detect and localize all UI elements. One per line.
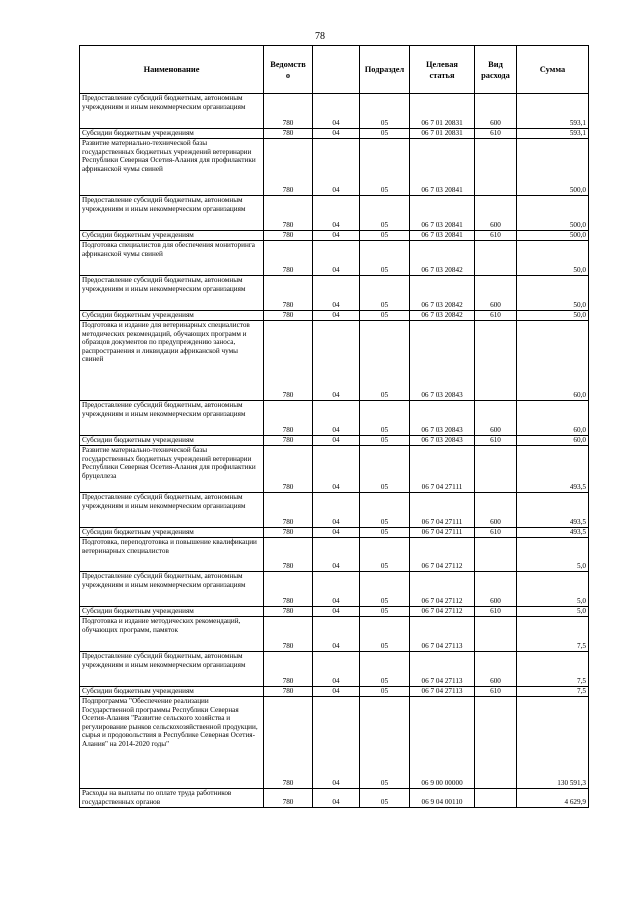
row-sum: 500,0 [517, 139, 589, 196]
row-name: Субсидии бюджетным учреждениям [80, 129, 264, 139]
row-expense-type: 600 [475, 276, 517, 311]
row-target-item: 06 7 03 20841 [410, 139, 475, 196]
row-section: 04 [313, 321, 360, 401]
row-subsection: 05 [360, 436, 410, 446]
row-name: Субсидии бюджетным учреждениям [80, 436, 264, 446]
table-row [80, 321, 589, 401]
row-section: 04 [313, 401, 360, 436]
row-section: 04 [313, 493, 360, 528]
row-sum: 493,5 [517, 446, 589, 493]
row-expense-type: 600 [475, 572, 517, 607]
row-expense-type: 600 [475, 196, 517, 231]
row-section: 04 [313, 528, 360, 538]
table-row [80, 687, 589, 697]
row-name: Субсидии бюджетным учреждениям [80, 311, 264, 321]
row-sum: 50,0 [517, 241, 589, 276]
row-expense-type: 610 [475, 231, 517, 241]
row-name: Подготовка специалистов для обеспечения мониторинга африканской чумы свиней [80, 241, 264, 276]
row-sum: 493,5 [517, 528, 589, 538]
row-sum: 5,0 [517, 607, 589, 617]
row-subsection: 05 [360, 617, 410, 652]
row-expense-type: 600 [475, 652, 517, 687]
row-department: 780 [264, 493, 313, 528]
row-sum: 5,0 [517, 538, 589, 572]
row-target-item: 06 7 03 20842 [410, 276, 475, 311]
row-target-item: 06 7 03 20842 [410, 311, 475, 321]
row-subsection: 05 [360, 607, 410, 617]
table-row [80, 401, 589, 436]
row-target-item: 06 7 03 20843 [410, 401, 475, 436]
row-subsection: 05 [360, 321, 410, 401]
row-target-item: 06 7 01 20831 [410, 129, 475, 139]
row-name: Предоставление субсидий бюджетным, автономным учреждениям и иным некоммерческим организациям [80, 652, 264, 687]
row-target-item: 06 9 00 00000 [410, 697, 475, 789]
row-department: 780 [264, 241, 313, 276]
row-name: Предоставление субсидий бюджетным, автономным учреждениям и иным некоммерческим организациям [80, 276, 264, 311]
table-row [80, 139, 589, 196]
row-sum: 60,0 [517, 436, 589, 446]
row-subsection: 05 [360, 276, 410, 311]
row-section: 04 [313, 789, 360, 808]
row-subsection: 05 [360, 687, 410, 697]
row-expense-type [475, 241, 517, 276]
row-expense-type [475, 321, 517, 401]
row-target-item: 06 7 04 27113 [410, 652, 475, 687]
row-sum: 60,0 [517, 321, 589, 401]
table-row [80, 241, 589, 276]
row-department: 780 [264, 401, 313, 436]
header-section [313, 46, 360, 94]
table-row [80, 697, 589, 789]
row-department: 780 [264, 697, 313, 789]
row-section: 04 [313, 607, 360, 617]
row-section: 04 [313, 276, 360, 311]
header-name: Наименование [80, 46, 264, 94]
row-department: 780 [264, 321, 313, 401]
row-sum: 500,0 [517, 196, 589, 231]
table-row [80, 196, 589, 231]
row-target-item: 06 7 03 20842 [410, 241, 475, 276]
row-section: 04 [313, 311, 360, 321]
row-subsection: 05 [360, 94, 410, 129]
row-expense-type [475, 697, 517, 789]
row-department: 780 [264, 94, 313, 129]
row-subsection: 05 [360, 401, 410, 436]
row-department: 780 [264, 687, 313, 697]
row-department: 780 [264, 789, 313, 808]
row-section: 04 [313, 241, 360, 276]
row-target-item: 06 7 03 20843 [410, 436, 475, 446]
row-subsection: 05 [360, 139, 410, 196]
row-department: 780 [264, 129, 313, 139]
row-sum: 50,0 [517, 311, 589, 321]
table-row [80, 276, 589, 311]
row-sum: 593,1 [517, 129, 589, 139]
row-section: 04 [313, 436, 360, 446]
row-target-item: 06 7 03 20841 [410, 231, 475, 241]
row-section: 04 [313, 139, 360, 196]
row-target-item: 06 7 04 27111 [410, 446, 475, 493]
table-row [80, 572, 589, 607]
row-name: Субсидии бюджетным учреждениям [80, 607, 264, 617]
row-target-item: 06 7 04 27112 [410, 607, 475, 617]
row-name: Предоставление субсидий бюджетным, автономным учреждениям и иным некоммерческим организациям [80, 196, 264, 231]
row-target-item: 06 7 01 20831 [410, 94, 475, 129]
row-section: 04 [313, 652, 360, 687]
row-name: Развитие материально-технической базы государственных бюджетных учреждений ветеринарии Республики Северная Осетия-Алания для профилактики африканской чумы свиней [80, 139, 264, 196]
row-name: Предоставление субсидий бюджетным, автономным учреждениям и иным некоммерческим организациям [80, 572, 264, 607]
row-subsection: 05 [360, 446, 410, 493]
header-department: Ведомств о [264, 46, 313, 94]
table-row [80, 528, 589, 538]
table-row [80, 493, 589, 528]
row-sum: 593,1 [517, 94, 589, 129]
row-sum: 7,5 [517, 617, 589, 652]
row-section: 04 [313, 231, 360, 241]
row-target-item: 06 7 04 27113 [410, 687, 475, 697]
row-name: Субсидии бюджетным учреждениям [80, 687, 264, 697]
row-sum: 500,0 [517, 231, 589, 241]
row-subsection: 05 [360, 789, 410, 808]
table-row [80, 311, 589, 321]
row-name: Предоставление субсидий бюджетным, автономным учреждениям и иным некоммерческим организациям [80, 493, 264, 528]
header-subsection: Подраздел [360, 46, 410, 94]
row-department: 780 [264, 231, 313, 241]
row-subsection: 05 [360, 231, 410, 241]
table-header-row [80, 46, 589, 94]
row-sum: 130 591,3 [517, 697, 589, 789]
row-target-item: 06 9 04 00110 [410, 789, 475, 808]
row-expense-type [475, 538, 517, 572]
row-sum: 7,5 [517, 652, 589, 687]
row-expense-type [475, 617, 517, 652]
row-subsection: 05 [360, 528, 410, 538]
row-sum: 493,5 [517, 493, 589, 528]
row-subsection: 05 [360, 572, 410, 607]
row-expense-type: 600 [475, 94, 517, 129]
row-section: 04 [313, 94, 360, 129]
header-expense-type: Вид расхода [475, 46, 517, 94]
row-subsection: 05 [360, 493, 410, 528]
table-row [80, 436, 589, 446]
table-row [80, 607, 589, 617]
budget-table [79, 45, 589, 808]
row-name: Расходы на выплаты по оплате труда работников государственных органов [80, 789, 264, 808]
row-sum: 4 629,9 [517, 789, 589, 808]
row-target-item: 06 7 04 27113 [410, 617, 475, 652]
page-number: 78 [315, 31, 325, 42]
row-expense-type: 600 [475, 401, 517, 436]
row-subsection: 05 [360, 697, 410, 789]
row-department: 780 [264, 436, 313, 446]
row-name: Субсидии бюджетным учреждениям [80, 231, 264, 241]
row-target-item: 06 7 03 20841 [410, 196, 475, 231]
row-target-item: 06 7 04 27112 [410, 538, 475, 572]
row-section: 04 [313, 617, 360, 652]
table-row [80, 617, 589, 652]
row-section: 04 [313, 196, 360, 231]
row-department: 780 [264, 196, 313, 231]
row-expense-type: 610 [475, 129, 517, 139]
row-expense-type: 610 [475, 311, 517, 321]
row-expense-type: 600 [475, 493, 517, 528]
row-subsection: 05 [360, 652, 410, 687]
table-row [80, 94, 589, 129]
row-section: 04 [313, 446, 360, 493]
table-row [80, 789, 589, 808]
row-expense-type: 610 [475, 528, 517, 538]
row-sum: 5,0 [517, 572, 589, 607]
row-name: Развитие материально-технической базы государственных бюджетных учреждений ветеринарии Республики Северная Осетия-Алания для профилактики бруцеллеза [80, 446, 264, 493]
table-body [80, 94, 589, 808]
row-target-item: 06 7 03 20843 [410, 321, 475, 401]
row-expense-type [475, 139, 517, 196]
row-name: Подготовка и издание методических рекомендаций, обучающих программ, памяток [80, 617, 264, 652]
row-name: Подготовка, переподготовка и повышение квалификации ветеринарных специалистов [80, 538, 264, 572]
row-subsection: 05 [360, 196, 410, 231]
row-department: 780 [264, 528, 313, 538]
row-subsection: 05 [360, 538, 410, 572]
table-row [80, 538, 589, 572]
row-subsection: 05 [360, 311, 410, 321]
header-target-item: Целевая статья [410, 46, 475, 94]
row-name: Субсидии бюджетным учреждениям [80, 528, 264, 538]
row-department: 780 [264, 617, 313, 652]
row-name: Предоставление субсидий бюджетным, автономным учреждениям и иным некоммерческим организациям [80, 401, 264, 436]
row-sum: 7,5 [517, 687, 589, 697]
row-section: 04 [313, 697, 360, 789]
row-expense-type [475, 789, 517, 808]
row-name: Предоставление субсидий бюджетным, автономным учреждениям и иным некоммерческим организациям [80, 94, 264, 129]
row-expense-type: 610 [475, 687, 517, 697]
row-sum: 60,0 [517, 401, 589, 436]
row-department: 780 [264, 538, 313, 572]
header-sum: Сумма [517, 46, 589, 94]
row-subsection: 05 [360, 129, 410, 139]
row-expense-type: 610 [475, 607, 517, 617]
row-department: 780 [264, 652, 313, 687]
table-row [80, 231, 589, 241]
row-section: 04 [313, 687, 360, 697]
row-section: 04 [313, 129, 360, 139]
row-department: 780 [264, 139, 313, 196]
row-department: 780 [264, 276, 313, 311]
row-name: Подготовка и издание для ветеринарных специалистов методических рекомендаций, обучающих программ и образцов документов по предупреждению заноса, распространения и ликвидации африканской чумы свиней [80, 321, 264, 401]
row-section: 04 [313, 572, 360, 607]
row-target-item: 06 7 04 27111 [410, 528, 475, 538]
row-expense-type [475, 446, 517, 493]
row-expense-type: 610 [475, 436, 517, 446]
row-department: 780 [264, 311, 313, 321]
row-target-item: 06 7 04 27112 [410, 572, 475, 607]
row-name: Подпрограмма "Обеспечение реализации Государственной программы Республики Северная Осетия-Алания "Развитие сельского хозяйства и регулирование рынков сельскохозяйственной продукции, сырья и продовольствия в Республике Северная Осетия-Алания" на 2014-2020 годы" [80, 697, 264, 789]
row-department: 780 [264, 446, 313, 493]
table-row [80, 446, 589, 493]
row-target-item: 06 7 04 27111 [410, 493, 475, 528]
row-department: 780 [264, 572, 313, 607]
row-section: 04 [313, 538, 360, 572]
row-subsection: 05 [360, 241, 410, 276]
row-sum: 50,0 [517, 276, 589, 311]
table-row [80, 129, 589, 139]
row-department: 780 [264, 607, 313, 617]
table-row [80, 652, 589, 687]
